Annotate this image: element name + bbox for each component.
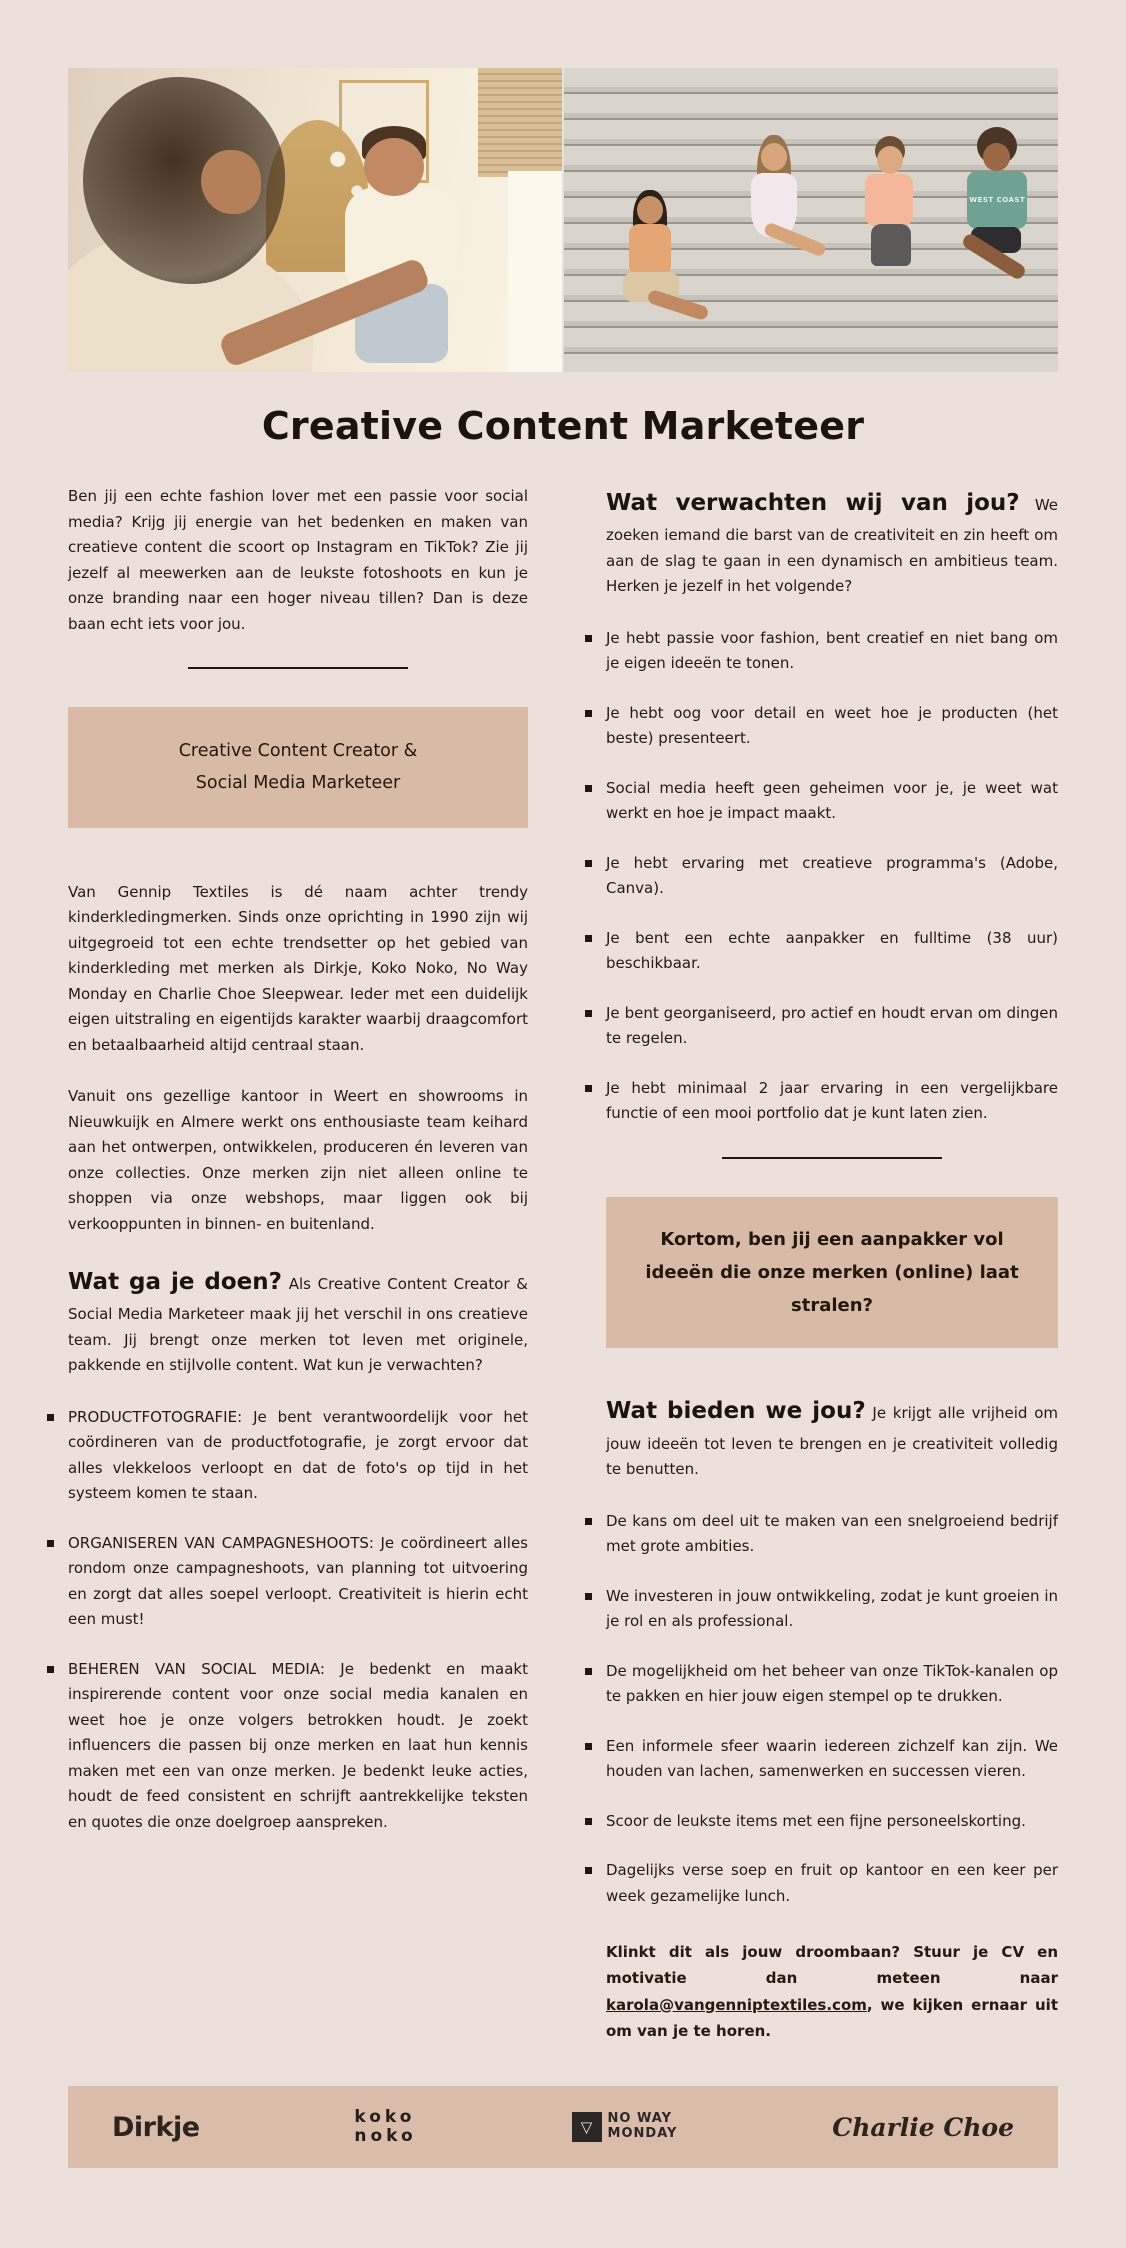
no-way-monday-line1: NO WAY [607,2111,672,2127]
list-item: BEHEREN VAN SOCIAL MEDIA: Je bedenkt en maakt inspirerende content voor onze social media kanalen en weet hoe je onze volgers betrokken houdt. Je zoekt influencers die passen bij onze merken en laat hun kennis maken met een van onze merken. Je bedenkt leuke acties, houdt de feed consistent en schrijft aantrekkelijke teksten en quotes die onze doelgroep aanspreken. [68,1657,528,1836]
no-way-monday-text [608,2112,678,2142]
kid3-head [877,146,903,174]
kid3-jeans [871,224,911,266]
list-item: De kans om deel uit te maken van een snelgroeiend bedrijf met grote ambities. [606,1509,1058,1560]
kid2-head [761,143,787,171]
window-light [508,171,562,372]
application-email-link[interactable]: karola@vangenniptextiles.com [606,1995,867,2014]
mother-face [201,150,260,214]
divider-line [722,1157,942,1159]
boy-sweater [967,171,1027,229]
left-column [68,484,528,2044]
koko-noko-line2: noko [354,2126,417,2147]
list-item: ORGANISEREN VAN CAMPAGNESHOOTS: Je coördineert alles rondom onze campagneshoots, van planning tot uitvoering en zorgt dat alles soepel verloopt. Creativiteit is hierin echt een must! [68,1531,528,1633]
list-item: Je hebt oog voor detail en weet hoe je producten (het beste) presenteert. [606,701,1058,752]
kid-figure-2 [727,135,837,305]
hero-photos [68,68,1058,372]
closing-text-pre: Klinkt dit als jouw droombaan? Stuur je CV en motivatie dan meteen naar [606,1943,1058,1988]
page-title: Creative Content Marketeer [261,404,865,448]
intro-paragraph: Ben jij een echte fashion lover met een passie voor social media? Krijg jij energie van het bedenken en maken van creatieve content die scoort op Instagram en TikTok? Zie jij jezelf al meewerken aan de leukste fotoshoots en kun je onze branding naar een hoger niveau tillen? Dan is deze baan echt iets voor jou. [68,487,528,633]
bieden-bullet-list [606,1509,1058,1910]
wat-bieden-heading: Wat bieden we jou? [606,1398,866,1425]
kid1-top [629,224,671,276]
boy-head [983,143,1010,171]
photo-kids-on-steps [564,68,1058,372]
list-item: Je hebt minimaal 2 jaar ervaring in een vergelijkbare functie of een mooi portfolio dat je kunt laten zien. [606,1076,1058,1127]
list-item: Dagelijks verse soep en fruit op kantoor en een keer per week gezamelijke lunch. [606,1858,1058,1909]
list-item: Je bent een echte aanpakker en fulltime (38 uur) beschikbaar. [606,926,1058,977]
kid-figure-3 [841,136,951,296]
photo-mother-and-baby [68,68,562,372]
wat-ga-je-doen-intro: Als Creative Content Creator & Social Media Marketeer maak jij het verschil in ons creatieve team. Jij brengt onze merken tot leven met originele, pakkende en stijlvolle content. Wat kun je verwachten? [68,1275,528,1375]
no-way-monday-line2: MONDAY [607,2126,678,2142]
section-wat-ga-je-doen [68,1263,528,1379]
koko-noko-line1: koko [354,2107,416,2128]
wat-verwachten-heading: Wat verwachten wij van jou? [606,490,1020,516]
list-item: Je hebt passie voor fashion, bent creatief en niet bang om je eigen ideeën te tonen. [606,626,1058,677]
no-way-monday-logo [572,2112,678,2142]
kid-figure-1 [599,190,719,360]
wat-ga-je-doen-heading: Wat ga je doen? [68,1269,282,1296]
window-blind [478,68,562,177]
section-wat-verwachten [606,484,1058,600]
content-columns [68,484,1058,2044]
section-wat-bieden [606,1392,1058,1482]
kid3-sweater [865,174,913,226]
wat-verwachten-intro: We zoeken iemand die barst van de creativiteit en zin heeft om aan de slag te gaan in een dynamisch en ambitieus team. Herken je jezelf in het volgende? [606,496,1058,596]
list-item: Scoor de leukste items met een fijne personeelskorting. [606,1809,1058,1835]
charlie-choe-logo: Charlie Choe [832,2112,1014,2142]
west-coast-print: WEST COAST [969,196,1026,205]
divider-line [188,667,408,669]
brand-logo-bar [68,2086,1058,2168]
closing-call-to-action [606,1939,1058,2044]
list-item: Je bent georganiseerd, pro actief en houdt ervan om dingen te regelen. [606,1001,1058,1052]
list-item: Social media heeft geen geheimen voor je, je weet wat werkt en hoe je impact maakt. [606,776,1058,827]
closing-text-post: , we kijken ernaar uit om van je te horen. [606,1995,1058,2040]
doen-bullet-list [68,1405,528,1836]
list-item: PRODUCTFOTOGRAFIE: Je bent verantwoordelijk voor het coördineren van de productfotografie, je zorgt ervoor dat alles vlekkeloos verloopt en dat de foto's op tijd in het systeem komen te staan. [68,1405,528,1507]
role-title-line2: Social Media Marketeer [195,773,401,794]
wat-bieden-intro: Je krijgt alle vrijheid om jouw ideeën tot leven te brengen en je creativiteit volledig te benutten. [606,1404,1058,1479]
kid2-legs [763,222,827,258]
verwachten-bullet-list [606,626,1058,1127]
no-way-monday-badge-icon: ▽ [572,2112,602,2142]
kortom-box: Kortom, ben jij een aanpakker vol ideeën die onze merken (online) laat stralen? [606,1197,1058,1349]
role-title-line1: Creative Content Creator & [178,741,418,761]
role-title-box [68,707,528,828]
list-item: We investeren in jouw ontwikkeling, zodat je kunt groeien in je rol en als professional. [606,1584,1058,1635]
list-item: Je hebt ervaring met creatieve programma's (Adobe, Canva). [606,851,1058,902]
kid-figure-boy [949,127,1058,317]
list-item: De mogelijkheid om het beheer van onze TikTok-kanalen op te pakken en hier jouw eigen stempel op te drukken. [606,1659,1058,1710]
right-column [606,484,1058,2044]
list-item: Een informele sfeer waarin iedereen zichzelf kan zijn. We houden van lachen, samenwerken en successen vieren. [606,1734,1058,1785]
dirkje-logo: Dirkje [112,2111,200,2143]
about-company-paragraph: Van Gennip Textiles is dé naam achter trendy kinderkledingmerken. Sinds onze oprichting in 1990 zijn wij uitgegroeid tot een echte trendsetter op het gebied van kinderkleding met merken als Dirkje, Koko Noko, No Way Monday en Charlie Choe Sleepwear. Ieder met een duidelijk eigen uitstraling en eigentijds karakter waarbij draagcomfort en betaalbaarheid altijd centraal staan. [68,882,528,1054]
about-office-paragraph: Vanuit ons gezellige kantoor in Weert en showrooms in Nieuwkuijk en Almere werkt ons enthousiaste team keihard aan het ontwerpen, ontwikkelen, produceren én leveren van onze collecties. Onze merken zijn niet alleen online te shoppen via onze webshops, maar liggen ook bij verkooppunten in binnen- en buitenland. [68,1087,528,1233]
baby-face [364,138,423,196]
koko-noko-logo [354,2108,416,2145]
kid1-head [637,196,663,224]
